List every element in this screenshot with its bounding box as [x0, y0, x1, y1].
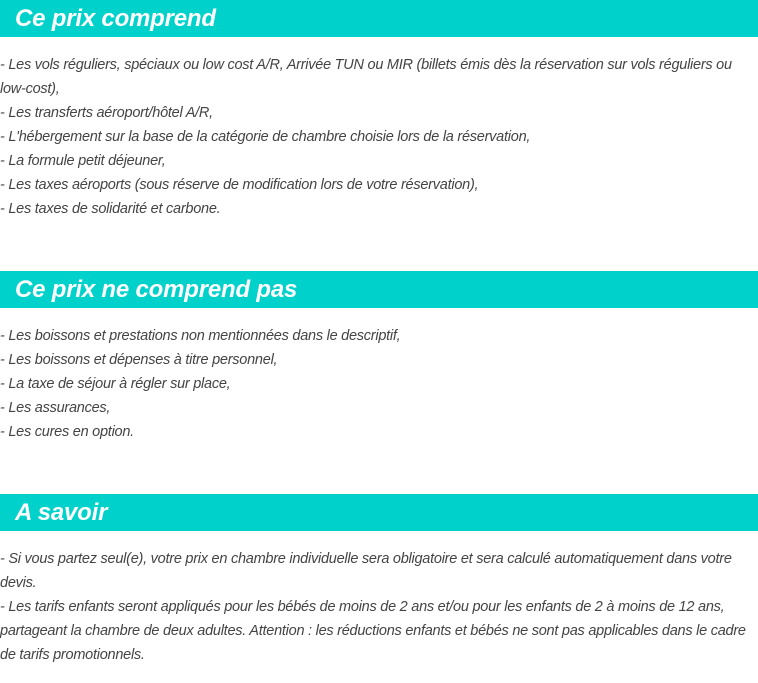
section-header: [0, 271, 758, 308]
section-good-to-know: [0, 494, 758, 667]
list-item: - Les taxes de solidarité et carbone.: [0, 201, 221, 217]
list-item: - Les boissons et dépenses à titre personnel,: [0, 352, 278, 368]
list-item: - Les cures en option.: [0, 424, 134, 440]
list-item: - La taxe de séjour à régler sur place,: [0, 376, 231, 392]
list-item: - Les boissons et prestations non mentionnées dans le descriptif,: [0, 328, 401, 344]
section-body: [0, 324, 758, 444]
list-item: - L'hébergement sur la base de la catégorie de chambre choisie lors de la réservation,: [0, 129, 531, 145]
section-header: [0, 0, 758, 37]
section-header: [0, 494, 758, 531]
section-title: Ce prix comprend: [15, 5, 216, 32]
section-price-includes: [0, 0, 758, 221]
section-title: Ce prix ne comprend pas: [15, 276, 298, 303]
list-item: - Les taxes aéroports (sous réserve de modification lors de votre réservation),: [0, 177, 479, 193]
section-body: [0, 547, 758, 667]
section-price-excludes: [0, 271, 758, 444]
list-item: - Les transferts aéroport/hôtel A/R,: [0, 105, 213, 121]
section-title: A savoir: [15, 499, 108, 526]
list-item: - Les vols réguliers, spéciaux ou low cost A/R, Arrivée TUN ou MIR (billets émis dès la réservation sur vols réguliers ou low-cost),: [0, 57, 732, 97]
list-item: - Si vous partez seul(e), votre prix en chambre individuelle sera obligatoire et sera calculé automatiquement dans votre devis.: [0, 551, 732, 591]
list-item: - Les assurances,: [0, 400, 111, 416]
list-item: - La formule petit déjeuner,: [0, 153, 166, 169]
section-body: [0, 53, 758, 221]
list-item: - Les tarifs enfants seront appliqués pour les bébés de moins de 2 ans et/ou pour les enfants de 2 à moins de 12 ans, partageant la chambre de deux adultes. Attention : les réductions enfants et bébés ne sont pas applicables dans le cadre de tarifs promotionnels.: [0, 599, 746, 663]
